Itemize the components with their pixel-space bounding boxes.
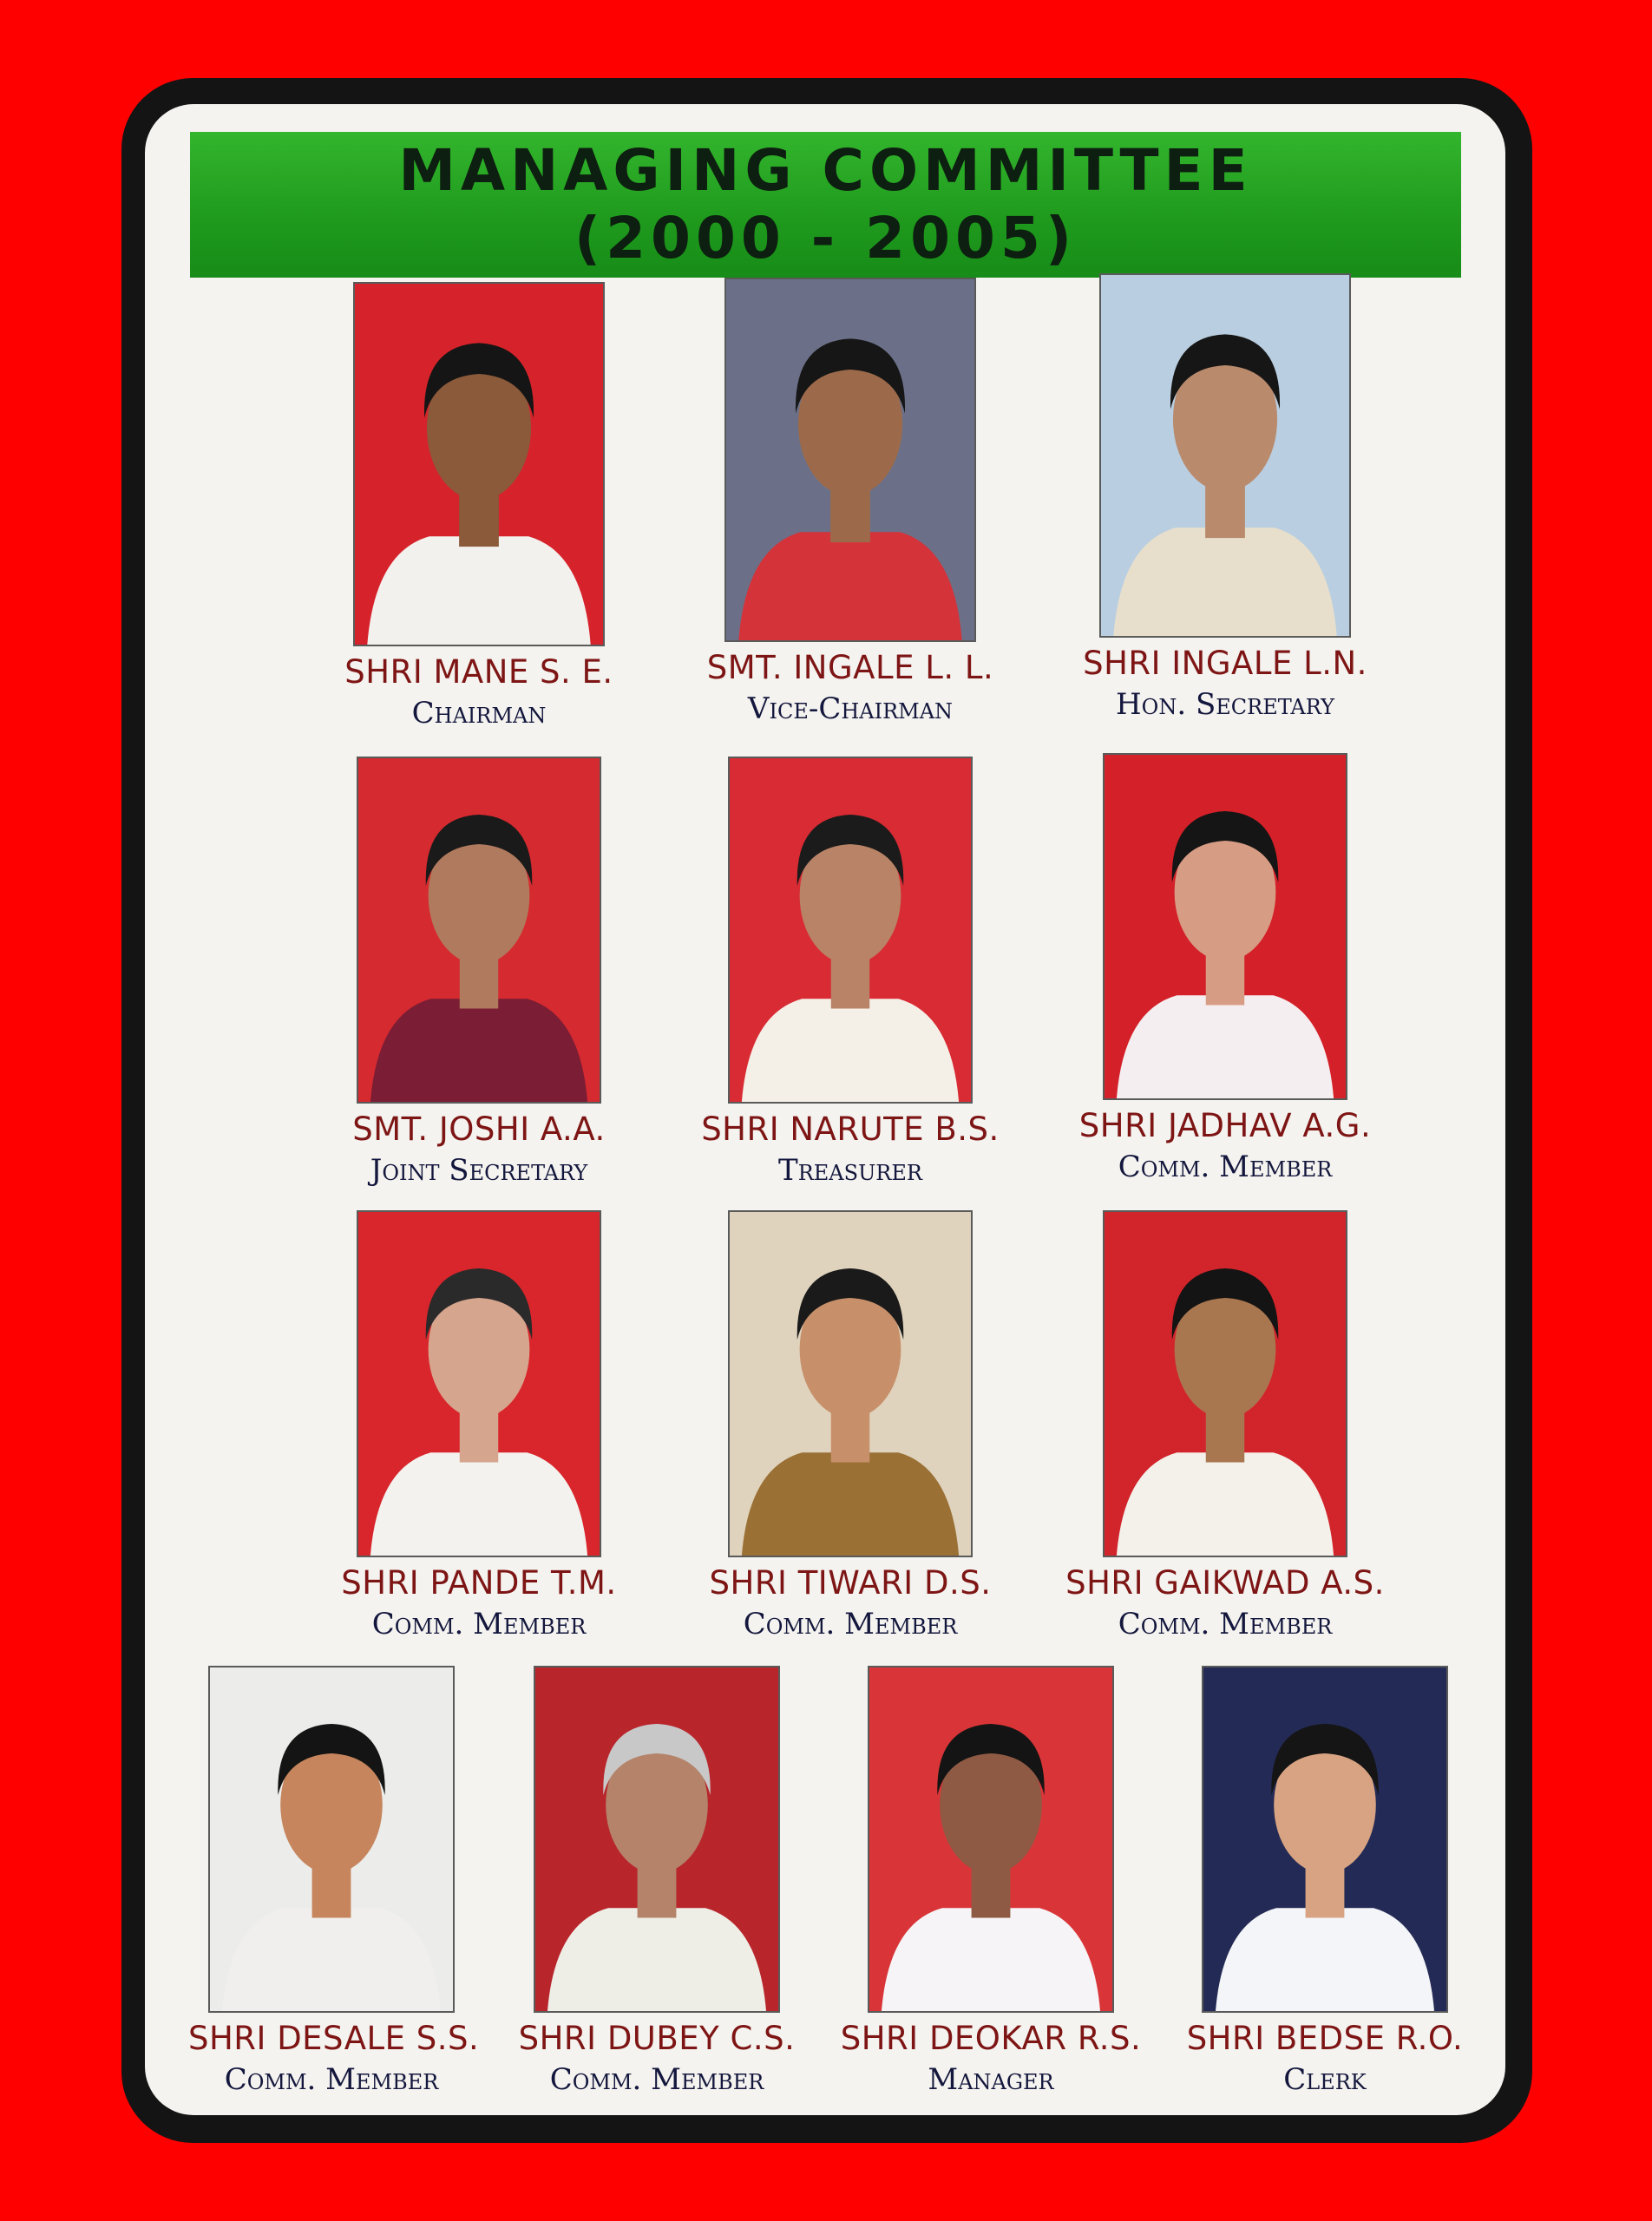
portrait-graphic [210, 1667, 453, 2011]
member-photo [728, 1210, 973, 1557]
member-photo [357, 757, 601, 1104]
portrait-graphic [1105, 755, 1346, 1098]
member-card [188, 1666, 480, 2097]
member-name: SHRI INGALE L.N. [1083, 645, 1367, 682]
member-card [318, 282, 639, 731]
member-photo [728, 757, 973, 1104]
member-name: SHRI NARUTE B.S. [701, 1110, 1000, 1148]
portrait-graphic [355, 284, 603, 645]
member-card [318, 1210, 639, 1641]
portrait-graphic [869, 1667, 1112, 2011]
portrait-graphic [358, 1212, 600, 1556]
member-photo [357, 1210, 601, 1557]
member-role: Hon. Secretary [1116, 687, 1334, 722]
member-card [690, 1210, 1011, 1641]
portrait-graphic [730, 1212, 971, 1556]
portrait-graphic [1105, 1212, 1346, 1556]
member-card [839, 1666, 1143, 2097]
member-photo [1103, 1210, 1347, 1557]
title-banner [190, 132, 1461, 278]
member-role: Chairman [411, 696, 547, 731]
member-role: Comm. Member [549, 2062, 764, 2097]
member-name: SHRI JADHAV A.G. [1078, 1107, 1372, 1144]
member-name: SHRI MANE S. E. [344, 653, 613, 691]
member-role: Comm. Member [1118, 1607, 1333, 1641]
member-photo [353, 282, 605, 646]
member-name: SHRI DESALE S.S. [188, 2020, 480, 2057]
member-photo [1103, 753, 1347, 1100]
member-card [1177, 1666, 1472, 2097]
portrait-graphic [358, 758, 600, 1102]
portrait-graphic [730, 758, 971, 1102]
page-subtitle-years: (2000 - 2005) [574, 205, 1078, 272]
member-name: SMT. INGALE L. L. [706, 649, 994, 686]
page-title: MANAGING COMMITTEE [398, 137, 1253, 204]
member-name: SHRI PANDE T.M. [341, 1564, 617, 1602]
member-photo [868, 1666, 1114, 2013]
member-name: SHRI DUBEY C.S. [518, 2020, 796, 2057]
member-card [1052, 1210, 1399, 1641]
committee-page [145, 104, 1505, 2115]
portrait-graphic [1101, 275, 1349, 636]
member-name: SMT. JOSHI A.A. [352, 1110, 606, 1148]
member-photo [724, 278, 976, 642]
portrait-graphic [1203, 1667, 1446, 2011]
portrait-graphic [535, 1667, 778, 2011]
portrait-graphic [726, 279, 974, 640]
member-card [690, 757, 1011, 1188]
member-card [318, 757, 639, 1188]
member-role: Joint Secretary [370, 1153, 588, 1188]
member-name: SHRI GAIKWAD A.S. [1065, 1564, 1385, 1602]
member-photo [534, 1666, 780, 2013]
member-role: Comm. Member [743, 1607, 958, 1641]
member-photo [1202, 1666, 1448, 2013]
member-role: Comm. Member [224, 2062, 439, 2097]
member-card [1060, 753, 1390, 1184]
member-photo [208, 1666, 455, 2013]
member-name: SHRI BEDSE R.O. [1186, 2020, 1464, 2057]
member-card [1060, 273, 1390, 722]
member-role: Comm. Member [371, 1607, 587, 1641]
member-card [514, 1666, 800, 2097]
member-name: SHRI TIWARI D.S. [709, 1564, 992, 1602]
member-name: SHRI DEOKAR R.S. [840, 2020, 1142, 2057]
member-role: Manager [928, 2062, 1054, 2097]
member-role: Comm. Member [1118, 1150, 1333, 1184]
member-card [690, 278, 1011, 726]
member-role: Clerk [1283, 2062, 1367, 2097]
member-photo [1099, 273, 1351, 638]
member-role: Vice-Chairman [747, 691, 954, 726]
member-role: Treasurer [778, 1153, 922, 1188]
